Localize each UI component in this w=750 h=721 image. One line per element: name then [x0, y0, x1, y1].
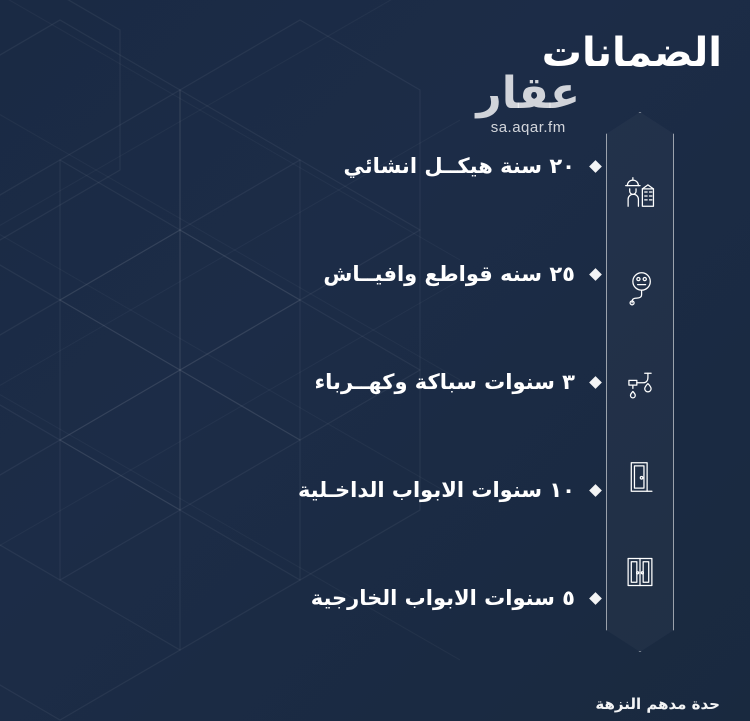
warranty-text: ٥ سنوات الابواب الخارجية	[310, 586, 575, 610]
diamond-bullet-icon	[589, 268, 602, 281]
list-item	[180, 462, 600, 518]
diamond-bullet-icon	[589, 592, 602, 605]
double-door-icon	[619, 551, 661, 593]
footer-text: حدة مدهم النزهة	[595, 695, 720, 713]
watermark-url: sa.aqar.fm	[490, 119, 566, 136]
engineer-icon	[619, 171, 661, 213]
warranty-text: ١٠ سنوات الابواب الداخـلية	[297, 478, 575, 502]
electric-plug-icon	[619, 266, 661, 308]
list-item	[180, 138, 600, 194]
diamond-bullet-icon	[589, 376, 602, 389]
single-door-icon	[619, 456, 661, 498]
warranty-list	[180, 112, 600, 652]
list-item	[180, 246, 600, 302]
diamond-bullet-icon	[589, 484, 602, 497]
watermark-logo: عقار	[476, 68, 580, 119]
list-item	[180, 354, 600, 410]
warranty-text: ٣ سنوات سباكة وكهــرباء	[314, 370, 575, 394]
page-title: الضمانات	[541, 30, 722, 76]
warranty-text: ٢٥ سنه قواطع وافيــاش	[323, 262, 575, 286]
diamond-bullet-icon	[589, 160, 602, 173]
faucet-icon	[619, 361, 661, 403]
icon-ribbon	[606, 112, 674, 652]
list-item	[180, 570, 600, 626]
warranty-text: ٢٠ سنة هيكــل انشائي	[343, 154, 575, 178]
